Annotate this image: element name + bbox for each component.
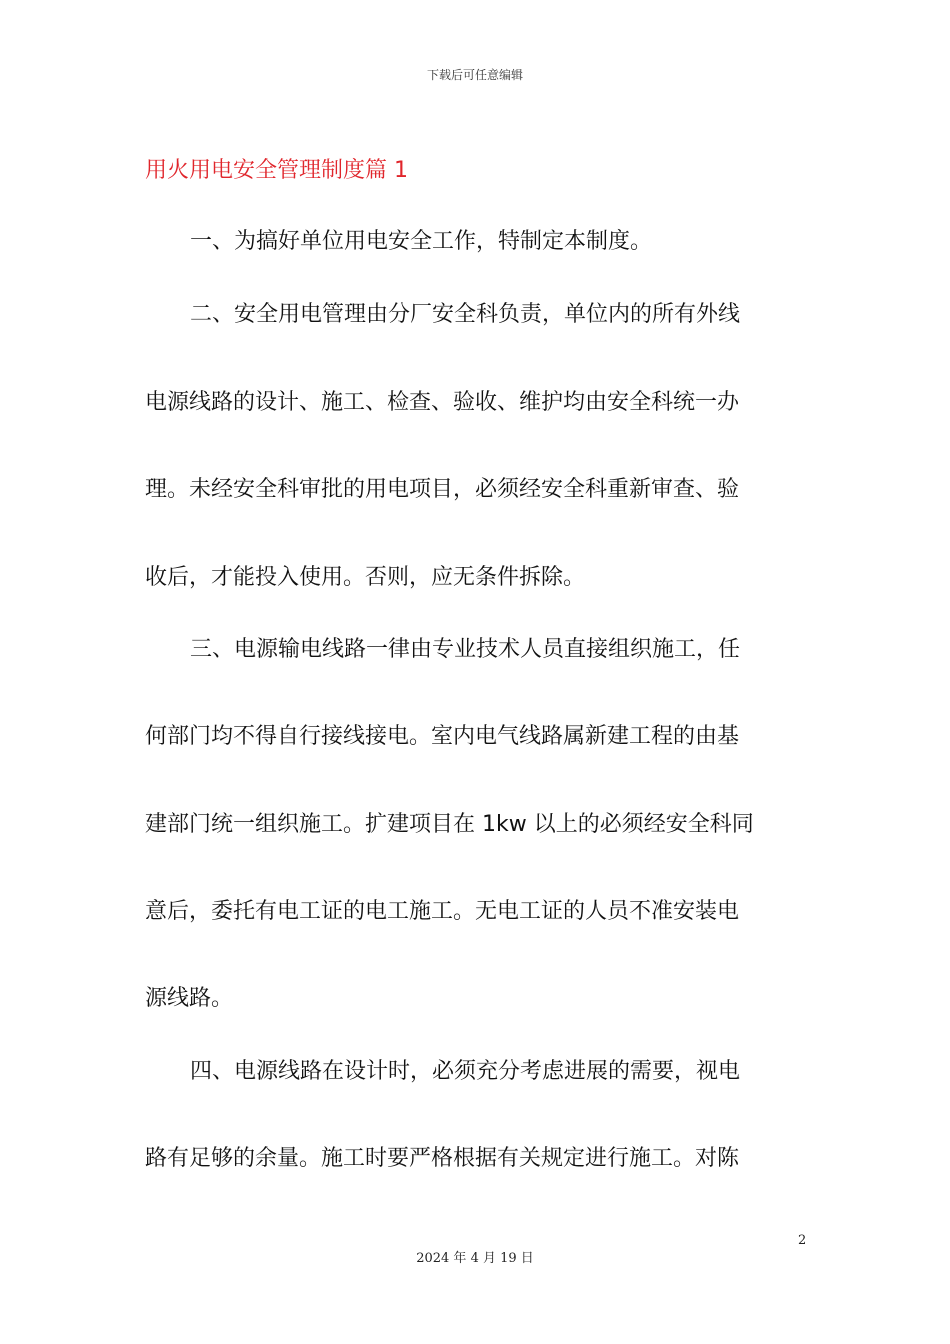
document-title: 用火用电安全管理制度篇 1 <box>145 158 408 183</box>
paragraph-line: 建部门统一组织施工。扩建项目在 1kw 以上的必须经安全科同 <box>145 812 754 837</box>
paragraph-line: 意后，委托有电工证的电工施工。无电工证的人员不准安装电 <box>145 899 740 924</box>
paragraph-line: 何部门均不得自行接线接电。室内电气线路属新建工程的由基 <box>145 724 740 749</box>
paragraph-line: 电源线路的设计、施工、检查、验收、维护均由安全科统一办 <box>145 390 740 415</box>
paragraph-line: 收后，才能投入使用。否则，应无条件拆除。 <box>145 565 586 590</box>
paragraph-line: 三、电源输电线路一律由专业技术人员直接组织施工，任 <box>190 637 741 662</box>
paragraph-line: 一、为搞好单位用电安全工作，特制定本制度。 <box>190 229 653 254</box>
footer-date: 2024 年 4 月 19 日 <box>416 1251 534 1266</box>
paragraph-line: 路有足够的余量。施工时要严格根据有关规定进行施工。对陈 <box>145 1146 740 1171</box>
paragraph-line: 源线路。 <box>145 986 234 1011</box>
page-number: 2 <box>798 1233 807 1248</box>
header-note: 下载后可任意编辑 <box>426 68 523 82</box>
paragraph-line: 四、电源线路在设计时，必须充分考虑进展的需要，视电 <box>190 1059 741 1084</box>
paragraph-line: 理。未经安全科审批的用电项目，必须经安全科重新审查、验 <box>145 477 740 502</box>
paragraph-line: 二、安全用电管理由分厂安全科负责，单位内的所有外线 <box>190 302 741 327</box>
